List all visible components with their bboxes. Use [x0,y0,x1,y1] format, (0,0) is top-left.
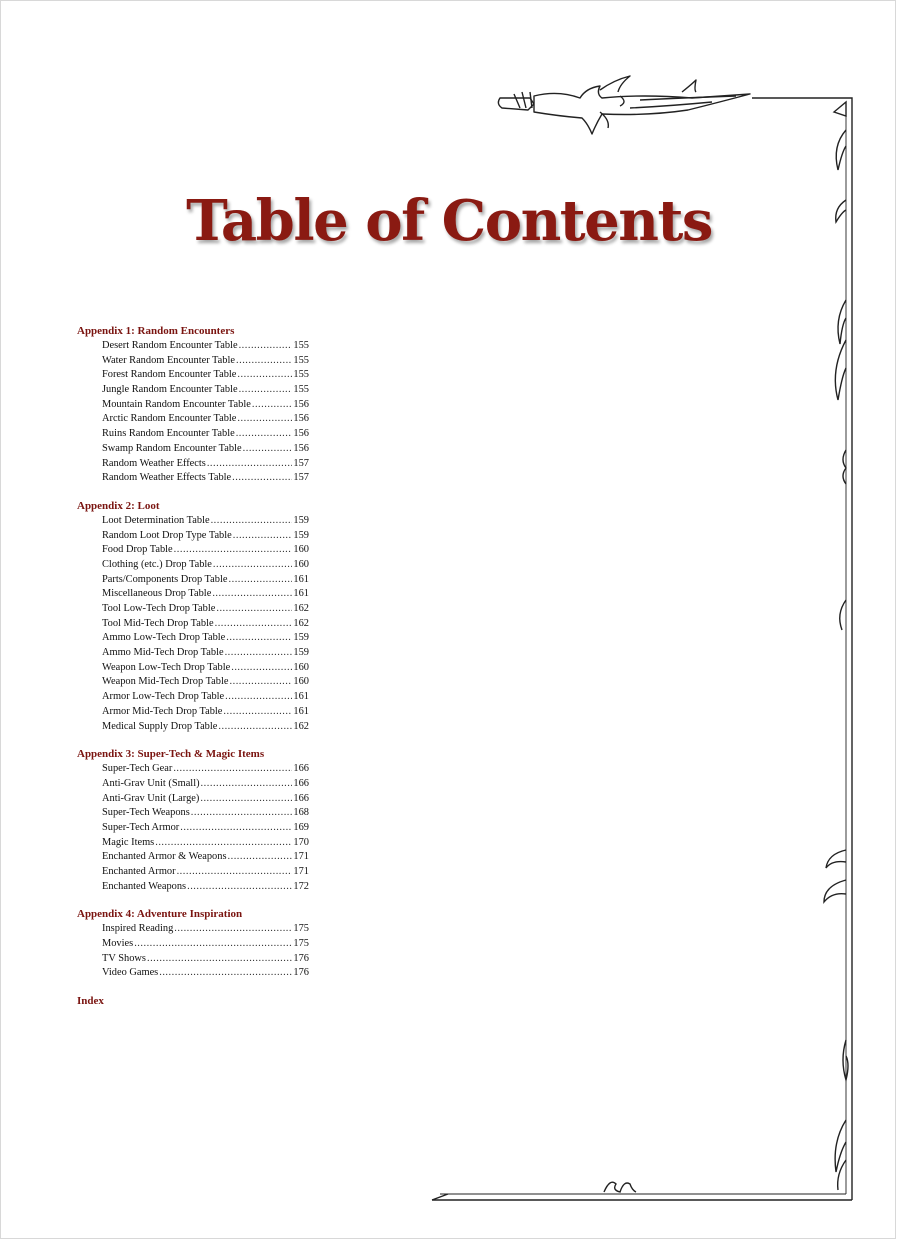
entry-page-number: 159 [293,514,309,526]
toc-entry[interactable] [102,573,309,588]
toc-entry[interactable] [102,952,309,967]
toc-entry[interactable] [102,457,309,472]
toc-entry[interactable] [102,398,309,413]
dot-leader [147,952,292,967]
toc-entry[interactable] [102,587,309,602]
entry-page-number: 156 [293,398,309,410]
entry-title: Anti-Grav Unit (Small) [102,777,200,789]
toc-entry[interactable] [102,617,309,632]
entry-page-number: 171 [293,866,309,877]
toc-entry[interactable] [102,427,309,442]
dot-leader [155,836,292,851]
entry-title: Swamp Random Encounter Table [102,442,242,454]
toc-entry[interactable] [102,442,309,457]
toc-entry[interactable] [102,762,309,777]
entry-title: Arctic Random Encounter Table [102,413,237,425]
entry-title: Desert Random Encounter Table [102,340,238,351]
entry-page-number: 160 [293,661,309,673]
entry-title: Ammo Low-Tech Drop Table [102,632,226,644]
entry-page-number: 160 [293,544,309,556]
dot-leader [201,777,293,792]
dot-leader [236,427,293,442]
right-border-vine [752,98,852,1200]
toc-entry[interactable] [102,777,309,792]
entry-title: Parts/Components Drop Table [102,573,228,585]
dot-leader [243,442,293,457]
dot-leader [223,705,292,720]
toc-entry[interactable] [102,966,309,981]
dot-leader [173,762,292,777]
toc-entry[interactable] [102,675,309,690]
dot-leader [226,631,292,646]
entry-page-number: 159 [293,529,309,541]
entry-title: Video Games [102,967,159,979]
toc-entry[interactable] [102,354,309,369]
toc-entry[interactable] [102,514,309,529]
entry-title: Jungle Random Encounter Table [102,384,238,396]
toc-entry[interactable] [102,661,309,676]
entry-title: Loot Determination Table [102,514,210,526]
dot-leader [213,558,293,573]
entry-title: Enchanted Armor [102,866,176,877]
entry-title: Food Drop Table [102,544,173,556]
dot-leader [207,457,293,472]
entry-title: Super-Tech Gear [102,763,173,775]
entry-title: Water Random Encounter Table [102,354,235,366]
entry-title: Ruins Random Encounter Table [102,428,235,440]
toc-entry[interactable] [102,471,309,486]
entry-page-number: 161 [293,588,309,600]
entry-page-number: 155 [293,354,309,366]
table-of-contents [77,324,317,1009]
toc-entry[interactable] [102,922,309,937]
section-heading[interactable]: Appendix 4: Adventure Inspiration [77,908,243,921]
toc-entry[interactable] [102,339,309,354]
page-title: Table of Contents [186,188,712,254]
entry-page-number: 175 [293,938,309,950]
dot-leader [216,602,292,617]
entry-title: Anti-Grav Unit (Large) [102,792,200,804]
entry-page-number: 172 [293,880,309,892]
dot-leader [191,806,293,821]
toc-entry[interactable] [102,850,309,865]
dot-leader [211,514,293,529]
toc-entry[interactable] [102,865,309,880]
entry-page-number: 159 [293,647,309,659]
toc-entry[interactable] [102,646,309,661]
entry-page-number: 171 [293,851,309,863]
toc-section-appendix-4 [77,907,317,981]
entry-page-number: 162 [293,720,309,732]
entry-page-number: 156 [293,413,309,425]
entry-page-number: 175 [293,923,309,935]
entry-title: Mountain Random Encounter Table [102,398,251,410]
dot-leader [159,966,292,981]
dot-leader [230,675,293,690]
entry-page-number: 166 [293,777,309,789]
dot-leader [239,339,293,354]
entry-page-number: 160 [293,558,309,570]
entry-title: Enchanted Armor & Weapons [102,851,227,863]
toc-entry[interactable] [102,690,309,705]
entry-title: Super-Tech Weapons [102,807,190,819]
entry-title: Movies [102,938,134,950]
entry-title: Clothing (etc.) Drop Table [102,558,212,570]
toc-entry[interactable] [102,806,309,821]
entry-title: Random Weather Effects [102,457,206,469]
toc-entry[interactable] [102,821,309,836]
bottom-border-vine [432,1182,852,1200]
entry-page-number: 155 [293,340,309,351]
entry-title: TV Shows [102,952,146,964]
entry-title: Medical Supply Drop Table [102,720,218,732]
dot-leader [225,646,293,661]
section-heading[interactable]: Appendix 1: Random Encounters [77,325,235,337]
entry-title: Weapon Low-Tech Drop Table [102,661,231,673]
entry-title: Magic Items [102,836,155,848]
toc-entry[interactable] [102,937,309,952]
dot-leader [174,543,293,558]
toc-entry[interactable] [102,836,309,851]
entry-title: Random Weather Effects Table [102,472,232,484]
dot-leader [200,792,292,807]
dot-leader [239,383,293,398]
entry-page-number: 176 [293,952,309,964]
entry-page-number: 166 [293,763,309,775]
dot-leader [237,412,292,427]
entry-title: Ammo Mid-Tech Drop Table [102,647,224,659]
dot-leader [233,529,293,544]
section-heading[interactable]: Appendix 3: Super-Tech & Magic Items [77,748,265,761]
entry-title: Tool Low-Tech Drop Table [102,603,216,614]
toc-entry[interactable] [102,529,309,544]
dot-leader [228,850,293,865]
toc-entry[interactable] [102,383,309,398]
dot-leader [218,720,292,735]
dot-leader [174,922,292,937]
entry-page-number: 169 [293,821,309,833]
index-link[interactable]: Index [77,995,104,1008]
toc-entry[interactable] [102,792,309,807]
toc-entry[interactable] [102,705,309,720]
entry-title: Enchanted Weapons [102,880,187,892]
entry-title: Miscellaneous Drop Table [102,588,212,600]
section-heading[interactable]: Appendix 2: Loot [77,499,160,512]
entry-page-number: 176 [293,967,309,979]
toc-entry[interactable] [102,543,309,558]
entry-page-number: 155 [293,369,309,381]
dot-leader [229,573,293,588]
dot-leader [237,368,292,383]
entry-page-number: 159 [293,632,309,644]
entry-page-number: 157 [293,457,309,469]
entry-page-number: 157 [293,472,309,484]
entry-title: Super-Tech Armor [102,821,180,833]
entry-page-number: 160 [293,676,309,688]
dot-leader [212,587,292,602]
entry-page-number: 162 [293,617,309,629]
toc-entry[interactable] [102,368,309,383]
entry-page-number: 161 [293,691,309,703]
toc-section-appendix-2 [77,499,317,734]
entry-title: Weapon Mid-Tech Drop Table [102,676,229,688]
toc-section-appendix-3 [77,747,317,894]
dot-leader [231,661,292,676]
entry-page-number: 161 [293,573,309,585]
dot-leader [232,471,292,486]
dagger-ornament [498,76,750,134]
toc-entry[interactable] [102,720,309,735]
toc-entry[interactable] [102,412,309,427]
toc-entry[interactable] [102,880,309,895]
entry-page-number: 156 [293,442,309,454]
dot-leader [215,617,293,632]
entry-page-number: 161 [293,705,309,717]
entry-page-number: 155 [293,384,309,396]
entry-title: Tool Mid-Tech Drop Table [102,617,214,629]
entry-page-number: 170 [293,836,309,848]
dot-leader [236,354,292,369]
toc-entry[interactable] [102,602,309,617]
entry-page-number: 162 [293,603,309,614]
entry-title: Forest Random Encounter Table [102,369,237,381]
entry-title: Armor Mid-Tech Drop Table [102,705,223,717]
dot-leader [180,821,292,836]
entry-title: Random Loot Drop Type Table [102,529,232,541]
entry-title: Inspired Reading [102,923,174,935]
dot-leader [252,398,293,413]
entry-page-number: 168 [293,807,309,819]
dot-leader [225,690,292,705]
dot-leader [177,865,293,880]
entry-title: Armor Low-Tech Drop Table [102,691,225,703]
dot-leader [134,937,292,952]
toc-section-appendix-1 [77,324,317,486]
toc-entry[interactable] [102,558,309,573]
dot-leader [187,880,292,895]
toc-entry[interactable] [102,631,309,646]
entry-page-number: 156 [293,428,309,440]
entry-page-number: 166 [293,792,309,804]
